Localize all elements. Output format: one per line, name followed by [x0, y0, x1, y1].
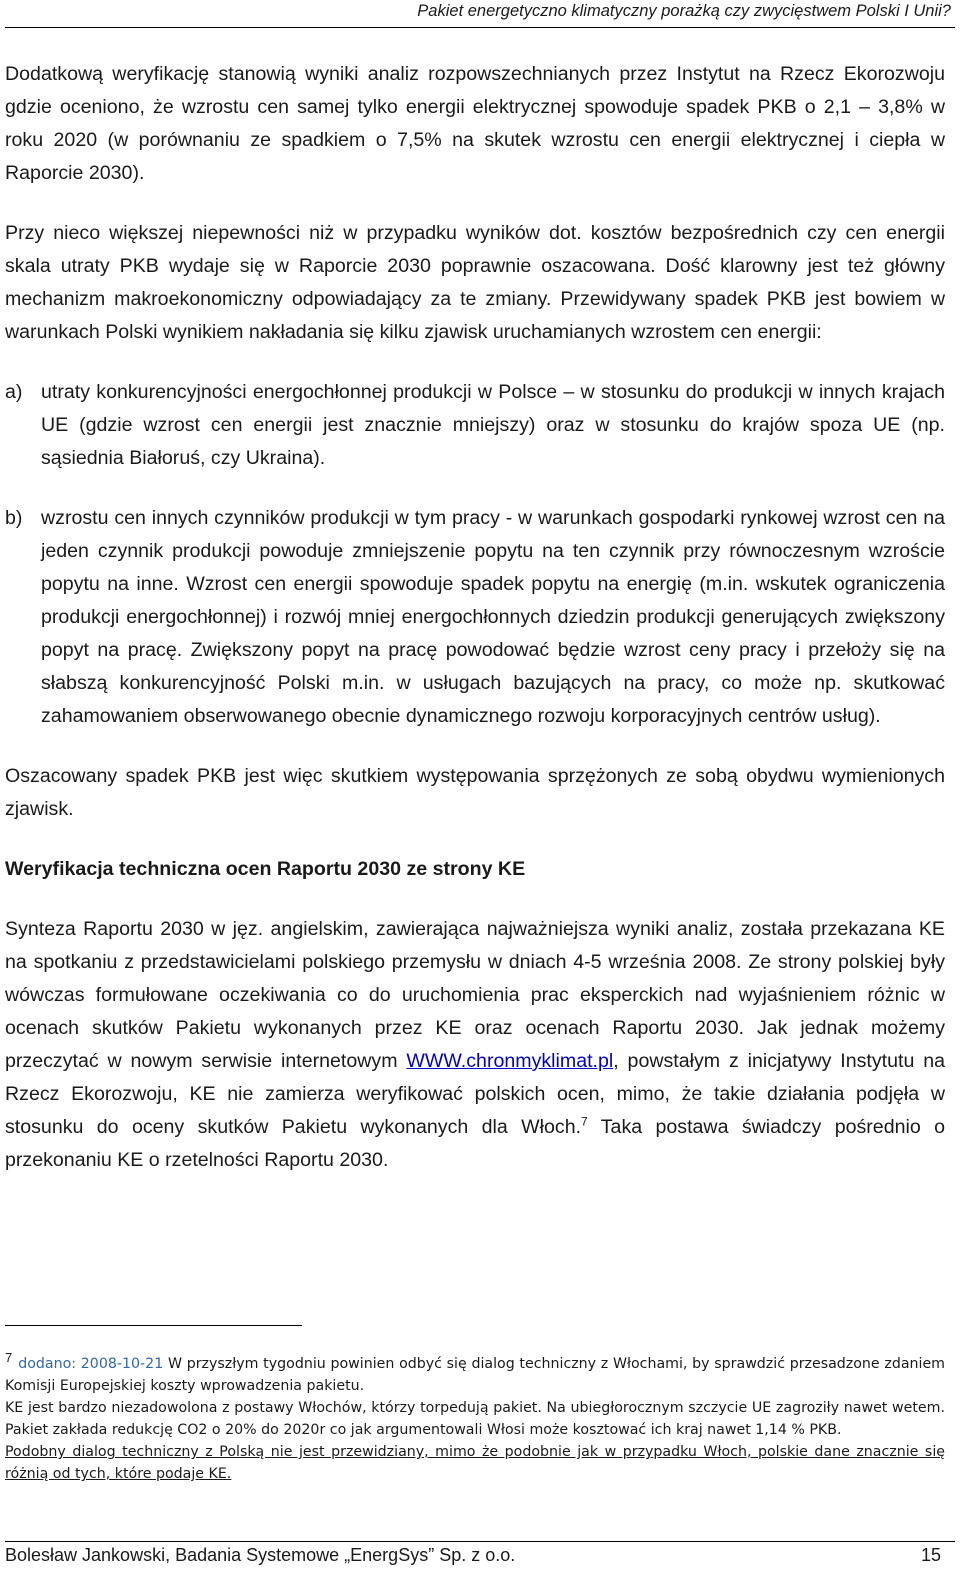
body-text	[5, 58, 945, 1177]
footnote-text-1: W przyszłym tygodniu powinien odbyć się dialog techniczny z Włochami, by sprawdzić przesadzone zdaniem Komisji Europejskiej koszty wprowadzenia pakietu.	[5, 1356, 945, 1394]
list-marker: a)	[5, 381, 23, 403]
list-item-a	[5, 376, 945, 475]
footnotes	[5, 1350, 945, 1485]
footer-divider	[5, 1541, 955, 1542]
footnote-reference[interactable]: 7	[581, 1114, 588, 1129]
paragraph-4	[5, 913, 945, 1177]
paragraph-3: Oszacowany spadek PKB jest więc skutkiem występowania sprzężonych ze sobą obydwu wymienionych zjawisk.	[5, 765, 945, 820]
list-item-b	[5, 502, 945, 733]
running-header: Pakiet energetyczno klimatyczny porażką czy zwycięstwem Polski I Unii?	[417, 2, 951, 20]
footnote-mark: 7	[5, 1350, 13, 1366]
paragraph-1: Dodatkową weryfikację stanowią wyniki analiz rozpowszechnianych przez Instytut na Rzecz Ekorozwoju gdzie oceniono, że wzrostu cen samej tylko energii elektrycznej spowoduje spadek PKB o 2,1 – 3,8% w roku 2020 (w porównaniu ze spadkiem o 7,5% na skutek wzrostu cen energii elektrycznej i ciepła w Raporcie 2030).	[5, 63, 945, 184]
list-item-text: utraty konkurencyjności energochłonnej produkcji w Polsce – w stosunku do produkcji w innych krajach UE (gdzie wzrost cen energii jest znacznie mniejszy) oraz w stosunku do krajów spoza UE (np. sąsiednia Białoruś, czy Ukraina).	[41, 381, 945, 469]
footnote-7	[5, 1350, 945, 1397]
paragraph-4-text-end: Taka postawa świadczy pośrednio o przekonaniu KE o rzetelności Raportu 2030.	[5, 1116, 946, 1171]
document-page	[5, 0, 955, 1589]
paragraph-4-text: Synteza Raportu 2030 w jęz. angielskim, zawierająca najważniejsza wyniki analiz, została przekazana KE na spotkaniu z przedstawicielami polskiego przemysłu w dniach 4-5 września 2008. Ze strony polskiej były wówczas formułowane oczekiwania co do uruchomienia prac eksperckich nad wyjaśnieniem różnic w ocenach skutków Pakietu wykonanych przez KE oraz ocenach Raportu 2030. Jak jednak możemy przeczytać w nowym serwisie internetowym	[5, 918, 945, 1072]
list-item-text: wzrostu cen innych czynników produkcji w tym pracy - w warunkach gospodarki rynkowej wzrost cen na jeden czynnik produkcji powoduje zmniejszenie popytu na ten czynnik przy równoczesnym wzroście popytu na inne. Wzrost cen energii spowoduje spadek popytu na energię (m.in. wskutek ograniczenia produkcji energochłonnej) i rozwój mniej energochłonnych dziedzin produkcji generujących zwiększony popyt na pracę. Zwiększony popyt na pracę powodować będzie wzrost ceny pracy i przełoży się na słabszą konkurencyjność Polski m.in. w usługach bazujących na pracy, co może np. skutkować zahamowaniem obserwowanego obecnie dynamicznego rozwoju korporacyjnych centrów usług).	[41, 507, 945, 727]
footnote-divider	[5, 1325, 302, 1326]
footnote-text-3: Podobny dialog techniczny z Polską nie jest przewidziany, mimo że podobnie jak w przypadku Włoch, polskie dane znacznie się różnią od tych, które podaje KE.	[5, 1444, 945, 1482]
paragraph-4-text-cont: , powstałym z inicjatywy Instytutu na Rzecz Ekorozwoju, KE nie zamierza weryfikować polskich ocen, mimo, że takie działania podjęła w stosunku do oceny skutków Pakietu wykonanych dla Włoch.	[5, 1050, 945, 1138]
chronmyklimat-link[interactable]: WWW.chronmyklimat.pl	[406, 1050, 614, 1072]
paragraph-2: Przy nieco większej niepewności niż w przypadku wyników dot. kosztów bezpośrednich czy cen energii skala utraty PKB wydaje się w Raporcie 2030 poprawnie oszacowana. Dość klarowny jest też główny mechanizm makroekonomiczny odpowiadający za te zmiany. Przewidywany spadek PKB jest bowiem w warunkach Polski wynikiem nakładania się kilku zjawisk uruchamianych wzrostem cen energii:	[5, 222, 945, 343]
section-heading: Weryfikacja techniczna ocen Raportu 2030 ze strony KE	[5, 858, 526, 880]
footnote-added-date: dodano: 2008-10-21	[18, 1356, 164, 1372]
list-marker: b)	[5, 507, 23, 529]
footnote-text-2: KE jest bardzo niezadowolona z postawy Włochów, którzy torpedują pakiet. Na ubiegłorocznym szczycie UE zagroziły nawet wetem. Pakiet zakłada redukcję CO2 o 20% do 2020r co jak argumentowali Włosi może kosztować ich kraj nawet 1,14 % PKB.	[5, 1400, 945, 1438]
page-number: 15	[920, 1545, 941, 1565]
header-divider	[5, 27, 955, 28]
footer-author: Bolesław Jankowski, Badania Systemowe „EnergSys” Sp. z o.o.	[5, 1545, 516, 1565]
